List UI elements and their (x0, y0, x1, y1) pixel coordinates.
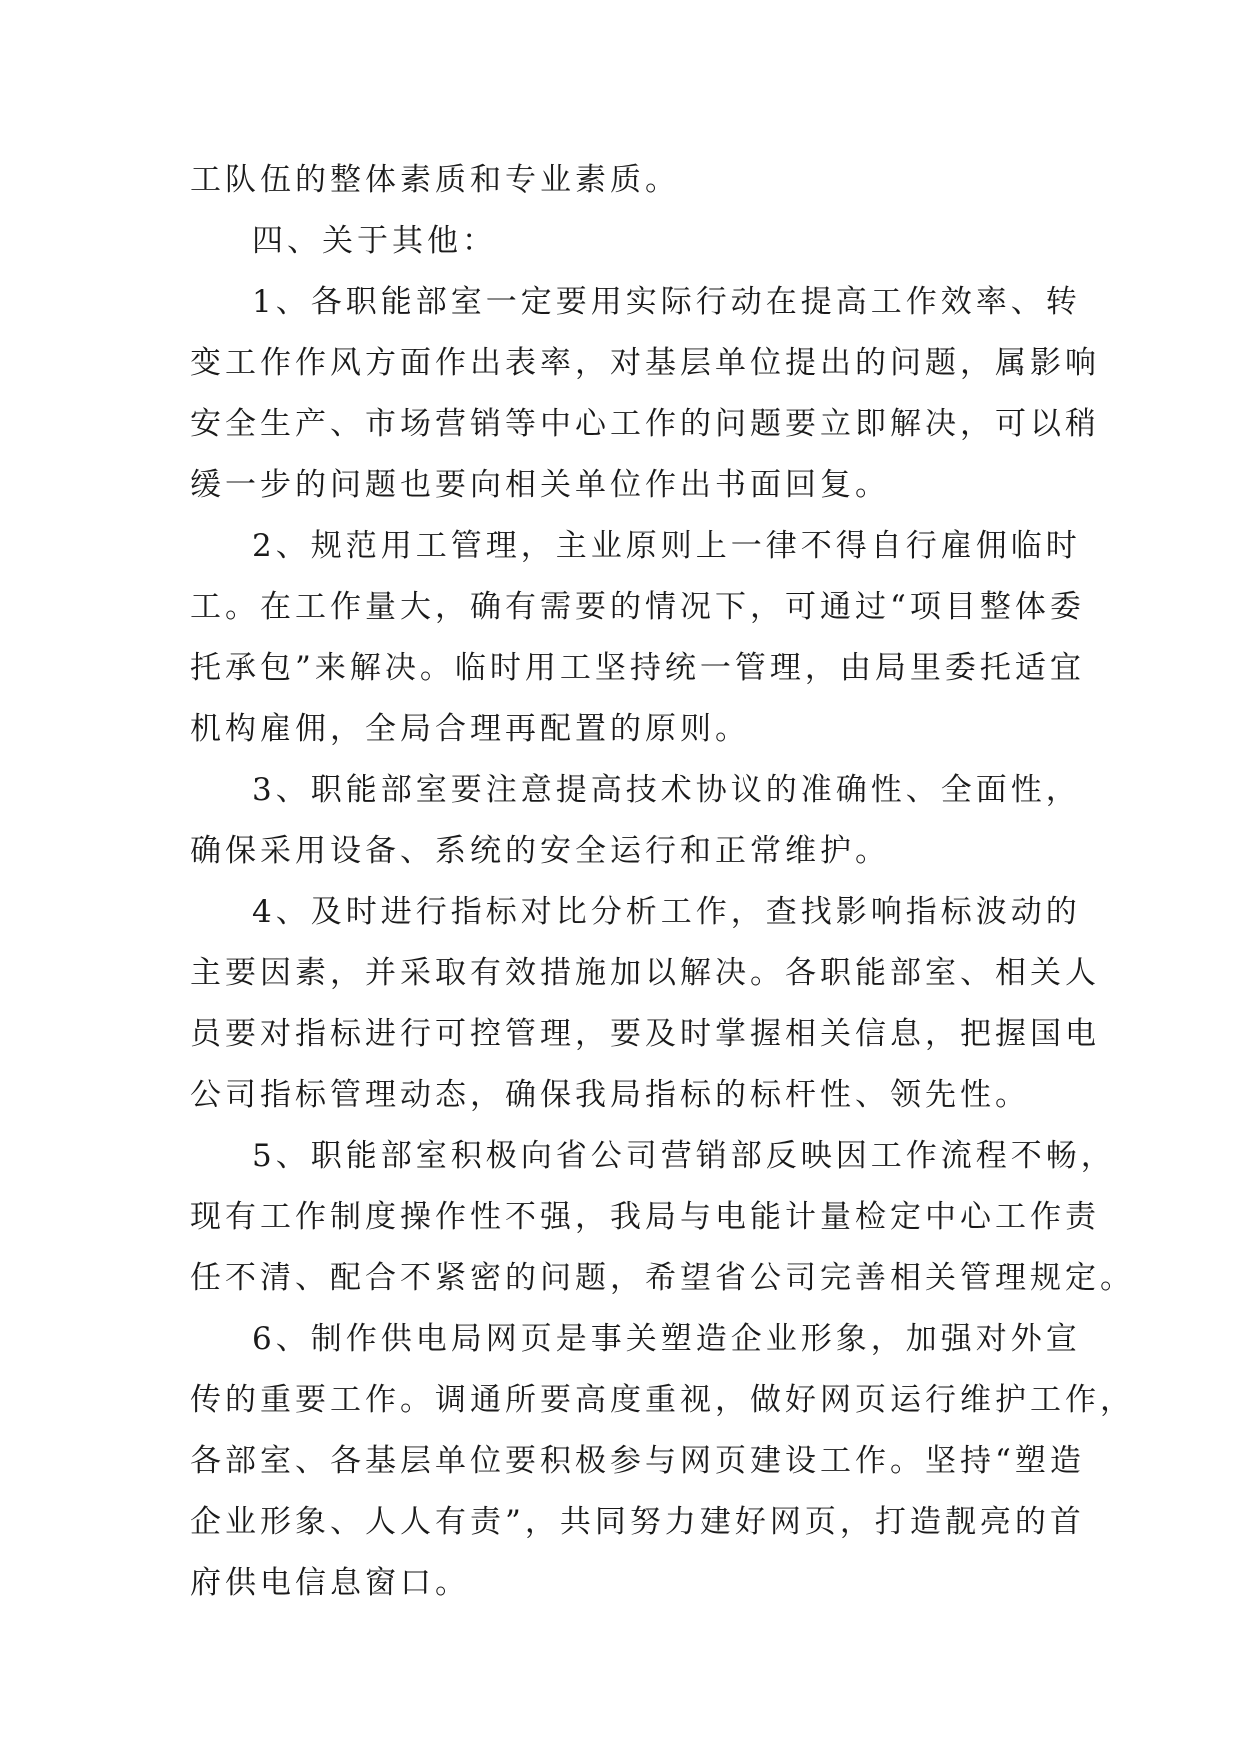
text-line: 府供电信息窗口。 (190, 1565, 470, 1601)
text-line: 1、各职能部室一定要用实际行动在提高工作效率、转 (252, 284, 1081, 320)
text-line: 机构雇佣，全局合理再配置的原则。 (190, 711, 750, 747)
text-line: 6、制作供电局网页是事关塑造企业形象，加强对外宣 (252, 1321, 1081, 1357)
text-line: 工队伍的整体素质和专业素质。 (190, 162, 680, 198)
text-line: 2、规范用工管理，主业原则上一律不得自行雇佣临时 (252, 528, 1081, 564)
text-line: 安全生产、市场营销等中心工作的问题要立即解决，可以稍 (190, 406, 1100, 442)
text-line: 企业形象、人人有责”，共同努力建好网页，打造靓亮的首 (190, 1504, 1085, 1540)
text-line: 主要因素，并采取有效措施加以解决。各职能部室、相关人 (190, 955, 1100, 991)
document-page (190, 150, 1135, 1614)
text-line: 托承包”来解决。临时用工坚持统一管理，由局里委托适宜 (190, 650, 1085, 686)
text-line: 任不清、配合不紧密的问题，希望省公司完善相关管理规定。 (190, 1260, 1135, 1296)
section-heading: 四、关于其他： (252, 223, 497, 259)
text-line: 传的重要工作。调通所要高度重视，做好网页运行维护工作， (190, 1382, 1135, 1418)
text-line: 确保采用设备、系统的安全运行和正常维护。 (190, 833, 890, 869)
text-line: 现有工作制度操作性不强，我局与电能计量检定中心工作责 (190, 1199, 1100, 1235)
text-line: 工。在工作量大，确有需要的情况下，可通过“项目整体委 (190, 589, 1085, 625)
text-line: 变工作作风方面作出表率，对基层单位提出的问题，属影响 (190, 345, 1100, 381)
text-line: 缓一步的问题也要向相关单位作出书面回复。 (190, 467, 890, 503)
text-line: 3、职能部室要注意提高技术协议的准确性、全面性， (252, 772, 1081, 808)
text-line: 公司指标管理动态，确保我局指标的标杆性、领先性。 (190, 1077, 1030, 1113)
text-line: 各部室、各基层单位要积极参与网页建设工作。坚持“塑造 (190, 1443, 1085, 1479)
text-line: 5、职能部室积极向省公司营销部反映因工作流程不畅， (252, 1138, 1116, 1174)
text-line: 4、及时进行指标对比分析工作，查找影响指标波动的 (252, 894, 1081, 930)
text-line: 员要对指标进行可控管理，要及时掌握相关信息，把握国电 (190, 1016, 1100, 1052)
